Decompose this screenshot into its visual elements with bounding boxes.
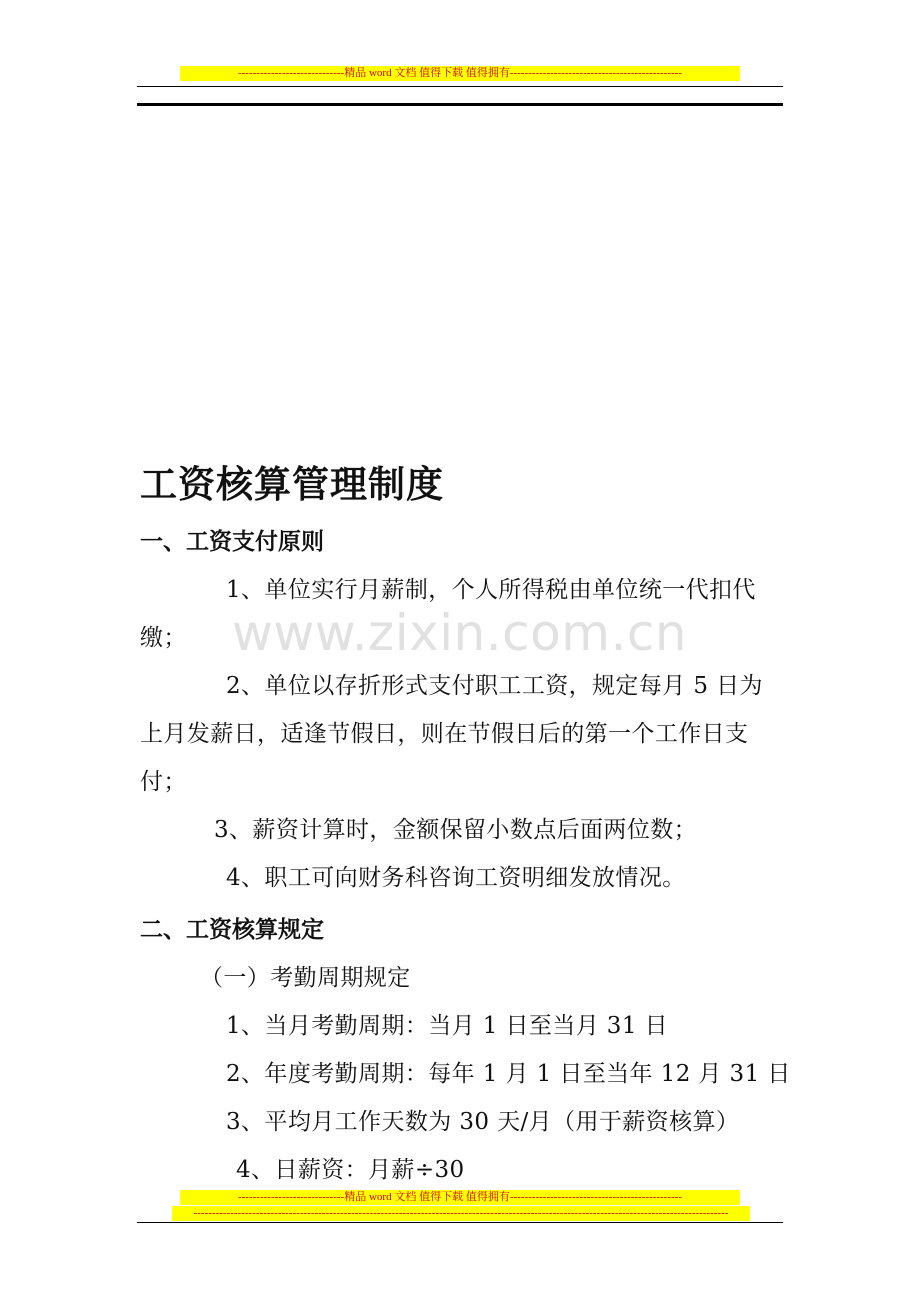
document-title: 工资核算管理制度 xyxy=(140,463,444,506)
watermark: www.zixin.com.cn xyxy=(232,604,688,662)
section1-item-3: 3、薪资计算时，金额保留小数点后面两位数； xyxy=(214,817,698,843)
document-body xyxy=(140,456,791,1194)
section2-item-3: 3、平均月工作天数为 30 天/月（用于薪资核算） xyxy=(226,1109,740,1135)
section1-item-1: 1、单位实行月薪制，个人所得税由单位统一代扣代缴； xyxy=(140,577,756,651)
footer-rule xyxy=(137,1222,783,1223)
header-banner: -----------------------------精品 word 文档 值得下载 值得拥有----------------------------------------------- xyxy=(180,66,740,81)
section2-item-2: 2、年度考勤周期：每年 1 月 1 日至当年 12 月 31 日 xyxy=(226,1061,791,1087)
section2-item-1: 1、当月考勤周期：当月 1 日至当月 31 日 xyxy=(226,1013,668,1039)
section2-subheading: （一）考勤周期规定 xyxy=(200,965,411,991)
footer-banner: -----------------------------精品 word 文档 值得下载 值得拥有----------------------------------------------- xyxy=(180,1190,740,1205)
section1-item-4: 4、职工可向财务科咨询工资明细发放情况。 xyxy=(226,865,686,891)
section1-item-2: 2、单位以存折形式支付职工工资，规定每月 5 日为上月发薪日，适逢节假日，则在节假日后的第一个工作日支付； xyxy=(140,673,763,795)
section2-item-4: 4、日薪资：月薪÷30 xyxy=(236,1157,465,1183)
header-rule-thin xyxy=(137,86,783,87)
footer-dashes: -------------------------------------------------------------------------------------------------------------------------------------------------- xyxy=(172,1206,750,1221)
header-rule-thick xyxy=(137,103,783,106)
section2-heading: 二、工资核算规定 xyxy=(140,917,324,943)
section1-heading: 一、工资支付原则 xyxy=(140,529,324,555)
